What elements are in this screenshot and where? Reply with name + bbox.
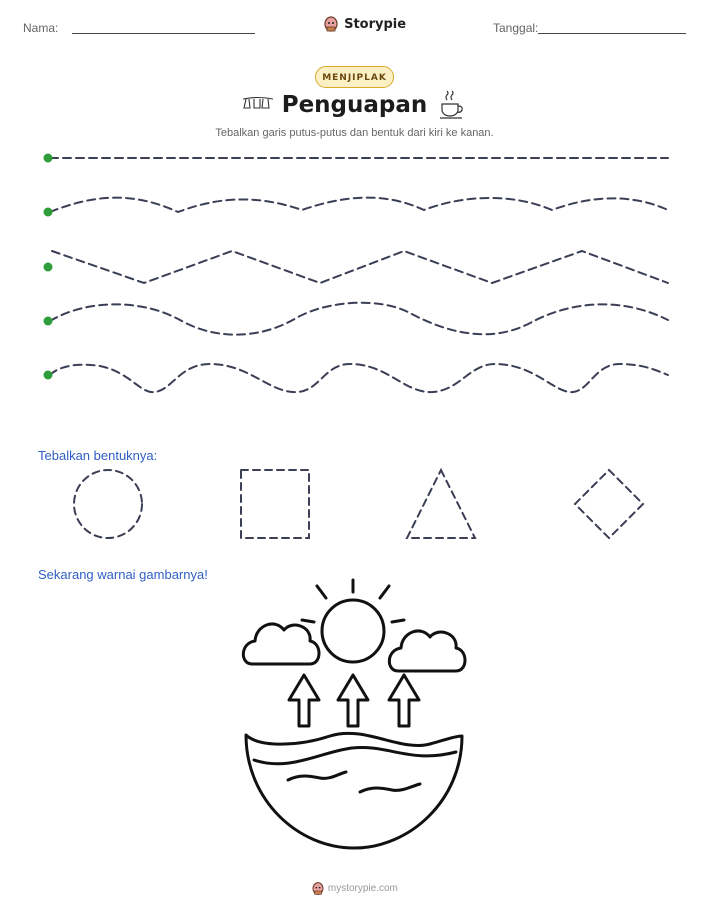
water-wave[interactable] bbox=[254, 747, 456, 763]
date-label: Tanggal: bbox=[493, 21, 539, 35]
arrow-up-left[interactable] bbox=[289, 675, 319, 726]
water-ripple-left[interactable] bbox=[288, 772, 346, 780]
arrow-up-center[interactable] bbox=[338, 675, 368, 726]
category-badge: MENJIPLAK bbox=[315, 66, 394, 88]
storypie-logo-icon bbox=[311, 881, 325, 896]
water-bowl[interactable] bbox=[246, 733, 462, 848]
coloring-heading: Sekarang warnai gambarnya! bbox=[38, 567, 208, 582]
footer bbox=[0, 881, 709, 896]
footer-url[interactable]: mystorypie.com bbox=[327, 883, 398, 895]
instructions: Tebalkan garis putus-putus dan bentuk dari kiri ke kanan. bbox=[215, 127, 494, 139]
arrow-up-right[interactable] bbox=[389, 675, 419, 726]
sun[interactable] bbox=[322, 600, 384, 662]
brand-name: Storypie bbox=[344, 17, 407, 32]
cloud-left[interactable] bbox=[243, 624, 319, 664]
shapes-heading: Tebalkan bentuknya: bbox=[38, 448, 158, 463]
name-label: Nama: bbox=[23, 21, 59, 35]
page-title: Penguapan bbox=[281, 92, 428, 118]
cloud-right[interactable] bbox=[389, 631, 465, 671]
water-ripple-right[interactable] bbox=[360, 784, 420, 792]
